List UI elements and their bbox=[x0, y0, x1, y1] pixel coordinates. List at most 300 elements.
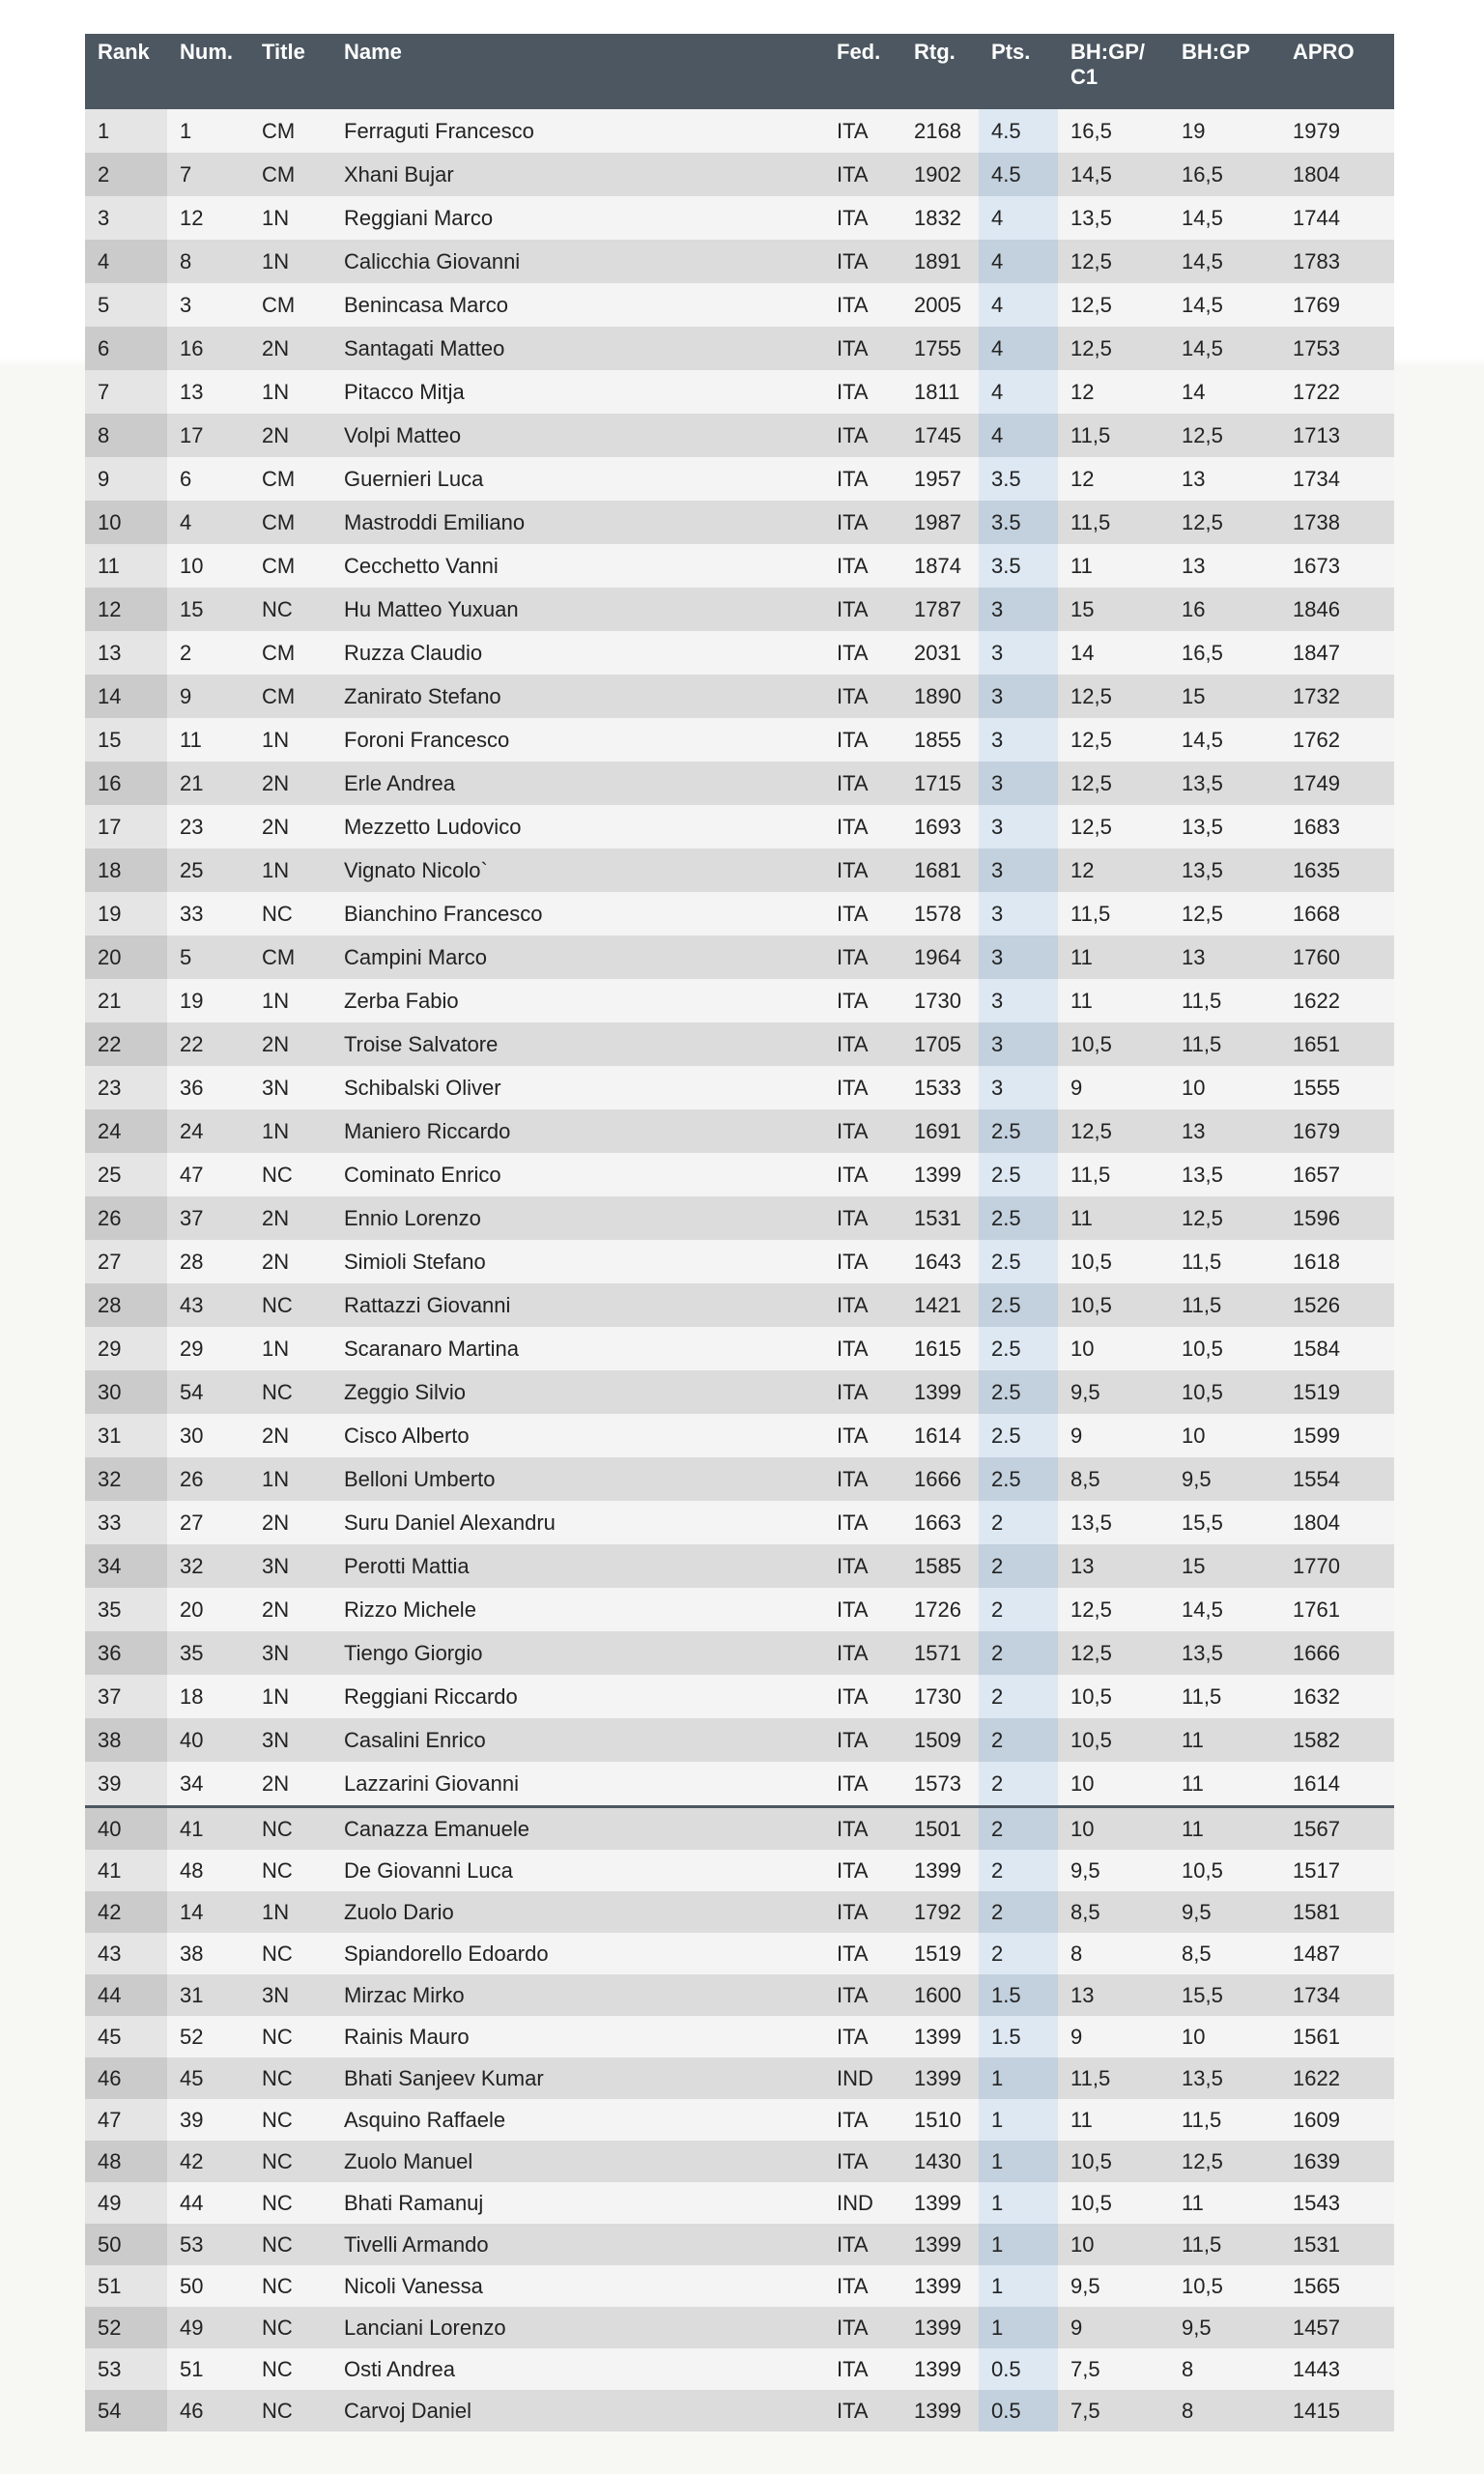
table-row bbox=[85, 1588, 1394, 1631]
rank-cell: 19 bbox=[85, 892, 167, 935]
bh-gp-cell: 11 bbox=[1169, 1718, 1280, 1762]
federation-cell: ITA bbox=[824, 1414, 901, 1457]
points-cell: 2.5 bbox=[979, 1327, 1058, 1370]
table-row bbox=[85, 414, 1394, 457]
table-row bbox=[85, 1327, 1394, 1370]
apro-cell: 1713 bbox=[1280, 414, 1394, 457]
federation-cell: ITA bbox=[824, 2099, 901, 2141]
bh-gp-cell: 12,5 bbox=[1169, 2141, 1280, 2182]
rating-cell: 1663 bbox=[901, 1501, 979, 1544]
rank-cell: 12 bbox=[85, 588, 167, 631]
number-cell: 12 bbox=[167, 196, 249, 240]
rank-cell: 38 bbox=[85, 1718, 167, 1762]
name-cell: Benincasa Marco bbox=[331, 283, 824, 327]
rating-cell: 1902 bbox=[901, 153, 979, 196]
number-cell: 17 bbox=[167, 414, 249, 457]
bh-gp-c1-cell: 10 bbox=[1058, 1807, 1169, 1851]
points-cell: 2 bbox=[979, 1933, 1058, 1974]
name-cell: Hu Matteo Yuxuan bbox=[331, 588, 824, 631]
federation-cell: ITA bbox=[824, 718, 901, 762]
table-row bbox=[85, 1414, 1394, 1457]
header-bh-gp-c1: BH:GP/ C1 bbox=[1058, 34, 1169, 109]
points-cell: 2 bbox=[979, 1762, 1058, 1807]
bh-gp-cell: 13 bbox=[1169, 935, 1280, 979]
apro-cell: 1679 bbox=[1280, 1109, 1394, 1153]
number-cell: 37 bbox=[167, 1196, 249, 1240]
bh-gp-c1-cell: 11 bbox=[1058, 935, 1169, 979]
bh-gp-cell: 16 bbox=[1169, 588, 1280, 631]
rank-cell: 3 bbox=[85, 196, 167, 240]
rating-cell: 1399 bbox=[901, 2307, 979, 2348]
apro-cell: 1555 bbox=[1280, 1066, 1394, 1109]
table-row bbox=[85, 2182, 1394, 2224]
bh-gp-c1-cell: 9 bbox=[1058, 1066, 1169, 1109]
number-cell: 14 bbox=[167, 1891, 249, 1933]
federation-cell: ITA bbox=[824, 1544, 901, 1588]
apro-cell: 1846 bbox=[1280, 588, 1394, 631]
apro-cell: 1657 bbox=[1280, 1153, 1394, 1196]
bh-gp-c1-cell: 13,5 bbox=[1058, 1501, 1169, 1544]
title-cell: 1N bbox=[249, 240, 331, 283]
table-row bbox=[85, 1196, 1394, 1240]
bh-gp-cell: 10,5 bbox=[1169, 1850, 1280, 1891]
rank-cell: 23 bbox=[85, 1066, 167, 1109]
rank-cell: 28 bbox=[85, 1283, 167, 1327]
rank-cell: 50 bbox=[85, 2224, 167, 2265]
bh-gp-c1-cell: 14 bbox=[1058, 631, 1169, 675]
points-cell: 3 bbox=[979, 718, 1058, 762]
rank-cell: 31 bbox=[85, 1414, 167, 1457]
title-cell: 1N bbox=[249, 1327, 331, 1370]
apro-cell: 1979 bbox=[1280, 109, 1394, 153]
federation-cell: ITA bbox=[824, 544, 901, 588]
title-cell: 2N bbox=[249, 1196, 331, 1240]
number-cell: 43 bbox=[167, 1283, 249, 1327]
title-cell: 2N bbox=[249, 1762, 331, 1807]
bh-gp-c1-cell: 10,5 bbox=[1058, 1283, 1169, 1327]
apro-cell: 1760 bbox=[1280, 935, 1394, 979]
title-cell: NC bbox=[249, 2390, 331, 2431]
table-row bbox=[85, 1283, 1394, 1327]
bh-gp-c1-cell: 9 bbox=[1058, 2016, 1169, 2057]
points-cell: 2.5 bbox=[979, 1153, 1058, 1196]
bh-gp-c1-cell: 10,5 bbox=[1058, 2141, 1169, 2182]
number-cell: 3 bbox=[167, 283, 249, 327]
bh-gp-cell: 13 bbox=[1169, 1109, 1280, 1153]
federation-cell: ITA bbox=[824, 1762, 901, 1807]
rank-cell: 35 bbox=[85, 1588, 167, 1631]
federation-cell: ITA bbox=[824, 849, 901, 892]
bh-gp-c1-cell: 12,5 bbox=[1058, 240, 1169, 283]
points-cell: 2 bbox=[979, 1718, 1058, 1762]
points-cell: 2 bbox=[979, 1675, 1058, 1718]
rating-cell: 1399 bbox=[901, 1153, 979, 1196]
bh-gp-c1-cell: 13 bbox=[1058, 1544, 1169, 1588]
rating-cell: 1730 bbox=[901, 1675, 979, 1718]
table-row bbox=[85, 2224, 1394, 2265]
apro-cell: 1567 bbox=[1280, 1807, 1394, 1851]
points-cell: 3 bbox=[979, 1066, 1058, 1109]
bh-gp-cell: 10,5 bbox=[1169, 1370, 1280, 1414]
bh-gp-cell: 15 bbox=[1169, 675, 1280, 718]
points-cell: 3 bbox=[979, 762, 1058, 805]
rating-cell: 1509 bbox=[901, 1718, 979, 1762]
federation-cell: ITA bbox=[824, 1675, 901, 1718]
header-fed: Fed. bbox=[824, 34, 901, 109]
name-cell: Scaranaro Martina bbox=[331, 1327, 824, 1370]
number-cell: 6 bbox=[167, 457, 249, 501]
number-cell: 15 bbox=[167, 588, 249, 631]
federation-cell: ITA bbox=[824, 1807, 901, 1851]
federation-cell: ITA bbox=[824, 2307, 901, 2348]
table-row bbox=[85, 196, 1394, 240]
bh-gp-cell: 9,5 bbox=[1169, 1891, 1280, 1933]
title-cell: 1N bbox=[249, 849, 331, 892]
apro-cell: 1622 bbox=[1280, 2057, 1394, 2099]
table-row bbox=[85, 892, 1394, 935]
number-cell: 49 bbox=[167, 2307, 249, 2348]
federation-cell: ITA bbox=[824, 631, 901, 675]
rating-cell: 1987 bbox=[901, 501, 979, 544]
table-row bbox=[85, 1457, 1394, 1501]
bh-gp-c1-cell: 13,5 bbox=[1058, 196, 1169, 240]
table-row bbox=[85, 2348, 1394, 2390]
points-cell: 2 bbox=[979, 1501, 1058, 1544]
number-cell: 45 bbox=[167, 2057, 249, 2099]
federation-cell: ITA bbox=[824, 935, 901, 979]
points-cell: 3.5 bbox=[979, 501, 1058, 544]
bh-gp-cell: 13 bbox=[1169, 544, 1280, 588]
rank-cell: 1 bbox=[85, 109, 167, 153]
header-name: Name bbox=[331, 34, 824, 109]
name-cell: Volpi Matteo bbox=[331, 414, 824, 457]
name-cell: Perotti Mattia bbox=[331, 1544, 824, 1588]
bh-gp-c1-cell: 12 bbox=[1058, 370, 1169, 414]
number-cell: 39 bbox=[167, 2099, 249, 2141]
title-cell: CM bbox=[249, 457, 331, 501]
bh-gp-c1-cell: 10,5 bbox=[1058, 1675, 1169, 1718]
federation-cell: ITA bbox=[824, 1153, 901, 1196]
bh-gp-cell: 12,5 bbox=[1169, 501, 1280, 544]
name-cell: Rizzo Michele bbox=[331, 1588, 824, 1631]
table-row bbox=[85, 1675, 1394, 1718]
number-cell: 51 bbox=[167, 2348, 249, 2390]
title-cell: NC bbox=[249, 1850, 331, 1891]
table-row bbox=[85, 2390, 1394, 2431]
rank-cell: 21 bbox=[85, 979, 167, 1022]
table-row bbox=[85, 2099, 1394, 2141]
apro-cell: 1531 bbox=[1280, 2224, 1394, 2265]
rating-cell: 1832 bbox=[901, 196, 979, 240]
name-cell: Troise Salvatore bbox=[331, 1022, 824, 1066]
table-row bbox=[85, 283, 1394, 327]
bh-gp-c1-cell: 10 bbox=[1058, 2224, 1169, 2265]
number-cell: 23 bbox=[167, 805, 249, 849]
number-cell: 5 bbox=[167, 935, 249, 979]
rank-cell: 54 bbox=[85, 2390, 167, 2431]
title-cell: 1N bbox=[249, 1109, 331, 1153]
title-cell: 2N bbox=[249, 1240, 331, 1283]
rank-cell: 43 bbox=[85, 1933, 167, 1974]
bh-gp-c1-cell: 12,5 bbox=[1058, 805, 1169, 849]
bh-gp-c1-cell: 9,5 bbox=[1058, 1370, 1169, 1414]
federation-cell: ITA bbox=[824, 2348, 901, 2390]
name-cell: Mirzac Mirko bbox=[331, 1974, 824, 2016]
bh-gp-c1-cell: 12,5 bbox=[1058, 1109, 1169, 1153]
federation-cell: ITA bbox=[824, 370, 901, 414]
bh-gp-cell: 14,5 bbox=[1169, 718, 1280, 762]
apro-cell: 1554 bbox=[1280, 1457, 1394, 1501]
bh-gp-cell: 11 bbox=[1169, 2182, 1280, 2224]
table-row bbox=[85, 1109, 1394, 1153]
points-cell: 3 bbox=[979, 805, 1058, 849]
number-cell: 41 bbox=[167, 1807, 249, 1851]
bh-gp-cell: 14,5 bbox=[1169, 196, 1280, 240]
title-cell: 2N bbox=[249, 805, 331, 849]
points-cell: 3 bbox=[979, 1022, 1058, 1066]
number-cell: 44 bbox=[167, 2182, 249, 2224]
bh-gp-cell: 9,5 bbox=[1169, 1457, 1280, 1501]
points-cell: 4.5 bbox=[979, 153, 1058, 196]
title-cell: NC bbox=[249, 2265, 331, 2307]
name-cell: Zuolo Dario bbox=[331, 1891, 824, 1933]
title-cell: CM bbox=[249, 501, 331, 544]
federation-cell: ITA bbox=[824, 2390, 901, 2431]
rank-cell: 9 bbox=[85, 457, 167, 501]
rating-cell: 1585 bbox=[901, 1544, 979, 1588]
rank-cell: 13 bbox=[85, 631, 167, 675]
rank-cell: 25 bbox=[85, 1153, 167, 1196]
apro-cell: 1526 bbox=[1280, 1283, 1394, 1327]
points-cell: 2.5 bbox=[979, 1457, 1058, 1501]
number-cell: 54 bbox=[167, 1370, 249, 1414]
bh-gp-cell: 12,5 bbox=[1169, 414, 1280, 457]
apro-cell: 1762 bbox=[1280, 718, 1394, 762]
name-cell: Zerba Fabio bbox=[331, 979, 824, 1022]
number-cell: 33 bbox=[167, 892, 249, 935]
title-cell: NC bbox=[249, 2182, 331, 2224]
bh-gp-c1-cell: 12,5 bbox=[1058, 762, 1169, 805]
apro-cell: 1565 bbox=[1280, 2265, 1394, 2307]
rank-cell: 37 bbox=[85, 1675, 167, 1718]
rating-cell: 1399 bbox=[901, 2265, 979, 2307]
apro-cell: 1847 bbox=[1280, 631, 1394, 675]
rating-cell: 1681 bbox=[901, 849, 979, 892]
points-cell: 4 bbox=[979, 327, 1058, 370]
points-cell: 1 bbox=[979, 2224, 1058, 2265]
points-cell: 3 bbox=[979, 935, 1058, 979]
rank-cell: 10 bbox=[85, 501, 167, 544]
name-cell: Reggiani Riccardo bbox=[331, 1675, 824, 1718]
bh-gp-cell: 10,5 bbox=[1169, 1327, 1280, 1370]
name-cell: Zeggio Silvio bbox=[331, 1370, 824, 1414]
rank-cell: 32 bbox=[85, 1457, 167, 1501]
apro-cell: 1632 bbox=[1280, 1675, 1394, 1718]
rating-cell: 2005 bbox=[901, 283, 979, 327]
header-rtg: Rtg. bbox=[901, 34, 979, 109]
name-cell: Bhati Sanjeev Kumar bbox=[331, 2057, 824, 2099]
name-cell: Ferraguti Francesco bbox=[331, 109, 824, 153]
points-cell: 4 bbox=[979, 196, 1058, 240]
bh-gp-cell: 13,5 bbox=[1169, 1153, 1280, 1196]
rating-cell: 1578 bbox=[901, 892, 979, 935]
rating-cell: 1399 bbox=[901, 2348, 979, 2390]
apro-cell: 1487 bbox=[1280, 1933, 1394, 1974]
federation-cell: ITA bbox=[824, 283, 901, 327]
bh-gp-c1-cell: 15 bbox=[1058, 588, 1169, 631]
table-row bbox=[85, 631, 1394, 675]
rating-cell: 1573 bbox=[901, 1762, 979, 1807]
number-cell: 25 bbox=[167, 849, 249, 892]
name-cell: Zuolo Manuel bbox=[331, 2141, 824, 2182]
rating-cell: 1614 bbox=[901, 1414, 979, 1457]
bh-gp-c1-cell: 12,5 bbox=[1058, 1631, 1169, 1675]
bh-gp-cell: 15,5 bbox=[1169, 1974, 1280, 2016]
table-row bbox=[85, 153, 1394, 196]
rating-cell: 1715 bbox=[901, 762, 979, 805]
apro-cell: 1744 bbox=[1280, 196, 1394, 240]
apro-cell: 1804 bbox=[1280, 153, 1394, 196]
points-cell: 2 bbox=[979, 1891, 1058, 1933]
federation-cell: ITA bbox=[824, 1283, 901, 1327]
federation-cell: ITA bbox=[824, 1196, 901, 1240]
table-row bbox=[85, 1807, 1394, 1851]
title-cell: 2N bbox=[249, 327, 331, 370]
points-cell: 2.5 bbox=[979, 1283, 1058, 1327]
bh-gp-cell: 8 bbox=[1169, 2390, 1280, 2431]
rating-cell: 1531 bbox=[901, 1196, 979, 1240]
bh-gp-cell: 13,5 bbox=[1169, 2057, 1280, 2099]
number-cell: 28 bbox=[167, 1240, 249, 1283]
name-cell: Cisco Alberto bbox=[331, 1414, 824, 1457]
bh-gp-cell: 8,5 bbox=[1169, 1933, 1280, 1974]
rank-cell: 20 bbox=[85, 935, 167, 979]
number-cell: 31 bbox=[167, 1974, 249, 2016]
rank-cell: 52 bbox=[85, 2307, 167, 2348]
table-row bbox=[85, 1631, 1394, 1675]
apro-cell: 1609 bbox=[1280, 2099, 1394, 2141]
points-cell: 0.5 bbox=[979, 2348, 1058, 2390]
table-row bbox=[85, 2307, 1394, 2348]
rating-cell: 1705 bbox=[901, 1022, 979, 1066]
table-row bbox=[85, 849, 1394, 892]
title-cell: NC bbox=[249, 2057, 331, 2099]
points-cell: 3.5 bbox=[979, 544, 1058, 588]
federation-cell: ITA bbox=[824, 2265, 901, 2307]
title-cell: CM bbox=[249, 631, 331, 675]
points-cell: 1.5 bbox=[979, 2016, 1058, 2057]
bh-gp-c1-cell: 12 bbox=[1058, 457, 1169, 501]
name-cell: Maniero Riccardo bbox=[331, 1109, 824, 1153]
bh-gp-cell: 10 bbox=[1169, 2016, 1280, 2057]
bh-gp-cell: 11,5 bbox=[1169, 1675, 1280, 1718]
apro-cell: 1668 bbox=[1280, 892, 1394, 935]
bh-gp-c1-cell: 10 bbox=[1058, 1327, 1169, 1370]
bh-gp-cell: 12,5 bbox=[1169, 892, 1280, 935]
federation-cell: ITA bbox=[824, 1850, 901, 1891]
number-cell: 20 bbox=[167, 1588, 249, 1631]
name-cell: Pitacco Mitja bbox=[331, 370, 824, 414]
table-row bbox=[85, 544, 1394, 588]
rank-cell: 42 bbox=[85, 1891, 167, 1933]
bh-gp-c1-cell: 7,5 bbox=[1058, 2348, 1169, 2390]
bh-gp-c1-cell: 12,5 bbox=[1058, 327, 1169, 370]
table-row bbox=[85, 1933, 1394, 1974]
bh-gp-cell: 15 bbox=[1169, 1544, 1280, 1588]
title-cell: CM bbox=[249, 675, 331, 718]
rating-cell: 1399 bbox=[901, 1370, 979, 1414]
title-cell: NC bbox=[249, 2348, 331, 2390]
bh-gp-cell: 11,5 bbox=[1169, 1283, 1280, 1327]
bh-gp-cell: 11,5 bbox=[1169, 2224, 1280, 2265]
apro-cell: 1761 bbox=[1280, 1588, 1394, 1631]
number-cell: 40 bbox=[167, 1718, 249, 1762]
rank-cell: 22 bbox=[85, 1022, 167, 1066]
points-cell: 3 bbox=[979, 588, 1058, 631]
table-row bbox=[85, 457, 1394, 501]
bh-gp-c1-cell: 12 bbox=[1058, 849, 1169, 892]
table-row bbox=[85, 327, 1394, 370]
name-cell: Casalini Enrico bbox=[331, 1718, 824, 1762]
name-cell: Zanirato Stefano bbox=[331, 675, 824, 718]
bh-gp-c1-cell: 11 bbox=[1058, 2099, 1169, 2141]
points-cell: 2.5 bbox=[979, 1414, 1058, 1457]
number-cell: 34 bbox=[167, 1762, 249, 1807]
apro-cell: 1517 bbox=[1280, 1850, 1394, 1891]
federation-cell: ITA bbox=[824, 892, 901, 935]
bh-gp-cell: 16,5 bbox=[1169, 153, 1280, 196]
apro-cell: 1738 bbox=[1280, 501, 1394, 544]
title-cell: NC bbox=[249, 1283, 331, 1327]
rating-cell: 1510 bbox=[901, 2099, 979, 2141]
name-cell: Osti Andrea bbox=[331, 2348, 824, 2390]
name-cell: Foroni Francesco bbox=[331, 718, 824, 762]
apro-cell: 1618 bbox=[1280, 1240, 1394, 1283]
rating-cell: 1421 bbox=[901, 1283, 979, 1327]
title-cell: NC bbox=[249, 1933, 331, 1974]
name-cell: Santagati Matteo bbox=[331, 327, 824, 370]
number-cell: 27 bbox=[167, 1501, 249, 1544]
title-cell: CM bbox=[249, 153, 331, 196]
header-apro: APRO bbox=[1280, 34, 1394, 109]
number-cell: 18 bbox=[167, 1675, 249, 1718]
federation-cell: ITA bbox=[824, 1588, 901, 1631]
points-cell: 3.5 bbox=[979, 457, 1058, 501]
rank-cell: 4 bbox=[85, 240, 167, 283]
apro-cell: 1635 bbox=[1280, 849, 1394, 892]
title-cell: 3N bbox=[249, 1718, 331, 1762]
federation-cell: ITA bbox=[824, 1933, 901, 1974]
name-cell: Canazza Emanuele bbox=[331, 1807, 824, 1851]
name-cell: Tiengo Giorgio bbox=[331, 1631, 824, 1675]
name-cell: Carvoj Daniel bbox=[331, 2390, 824, 2431]
points-cell: 2.5 bbox=[979, 1196, 1058, 1240]
federation-cell: ITA bbox=[824, 675, 901, 718]
federation-cell: ITA bbox=[824, 414, 901, 457]
table-row bbox=[85, 2057, 1394, 2099]
federation-cell: ITA bbox=[824, 2016, 901, 2057]
rank-cell: 30 bbox=[85, 1370, 167, 1414]
bh-gp-c1-cell: 12,5 bbox=[1058, 718, 1169, 762]
title-cell: NC bbox=[249, 1807, 331, 1851]
federation-cell: ITA bbox=[824, 1066, 901, 1109]
name-cell: Guernieri Luca bbox=[331, 457, 824, 501]
bh-gp-c1-cell: 14,5 bbox=[1058, 153, 1169, 196]
rank-cell: 24 bbox=[85, 1109, 167, 1153]
rating-cell: 1755 bbox=[901, 327, 979, 370]
number-cell: 50 bbox=[167, 2265, 249, 2307]
federation-cell: ITA bbox=[824, 588, 901, 631]
